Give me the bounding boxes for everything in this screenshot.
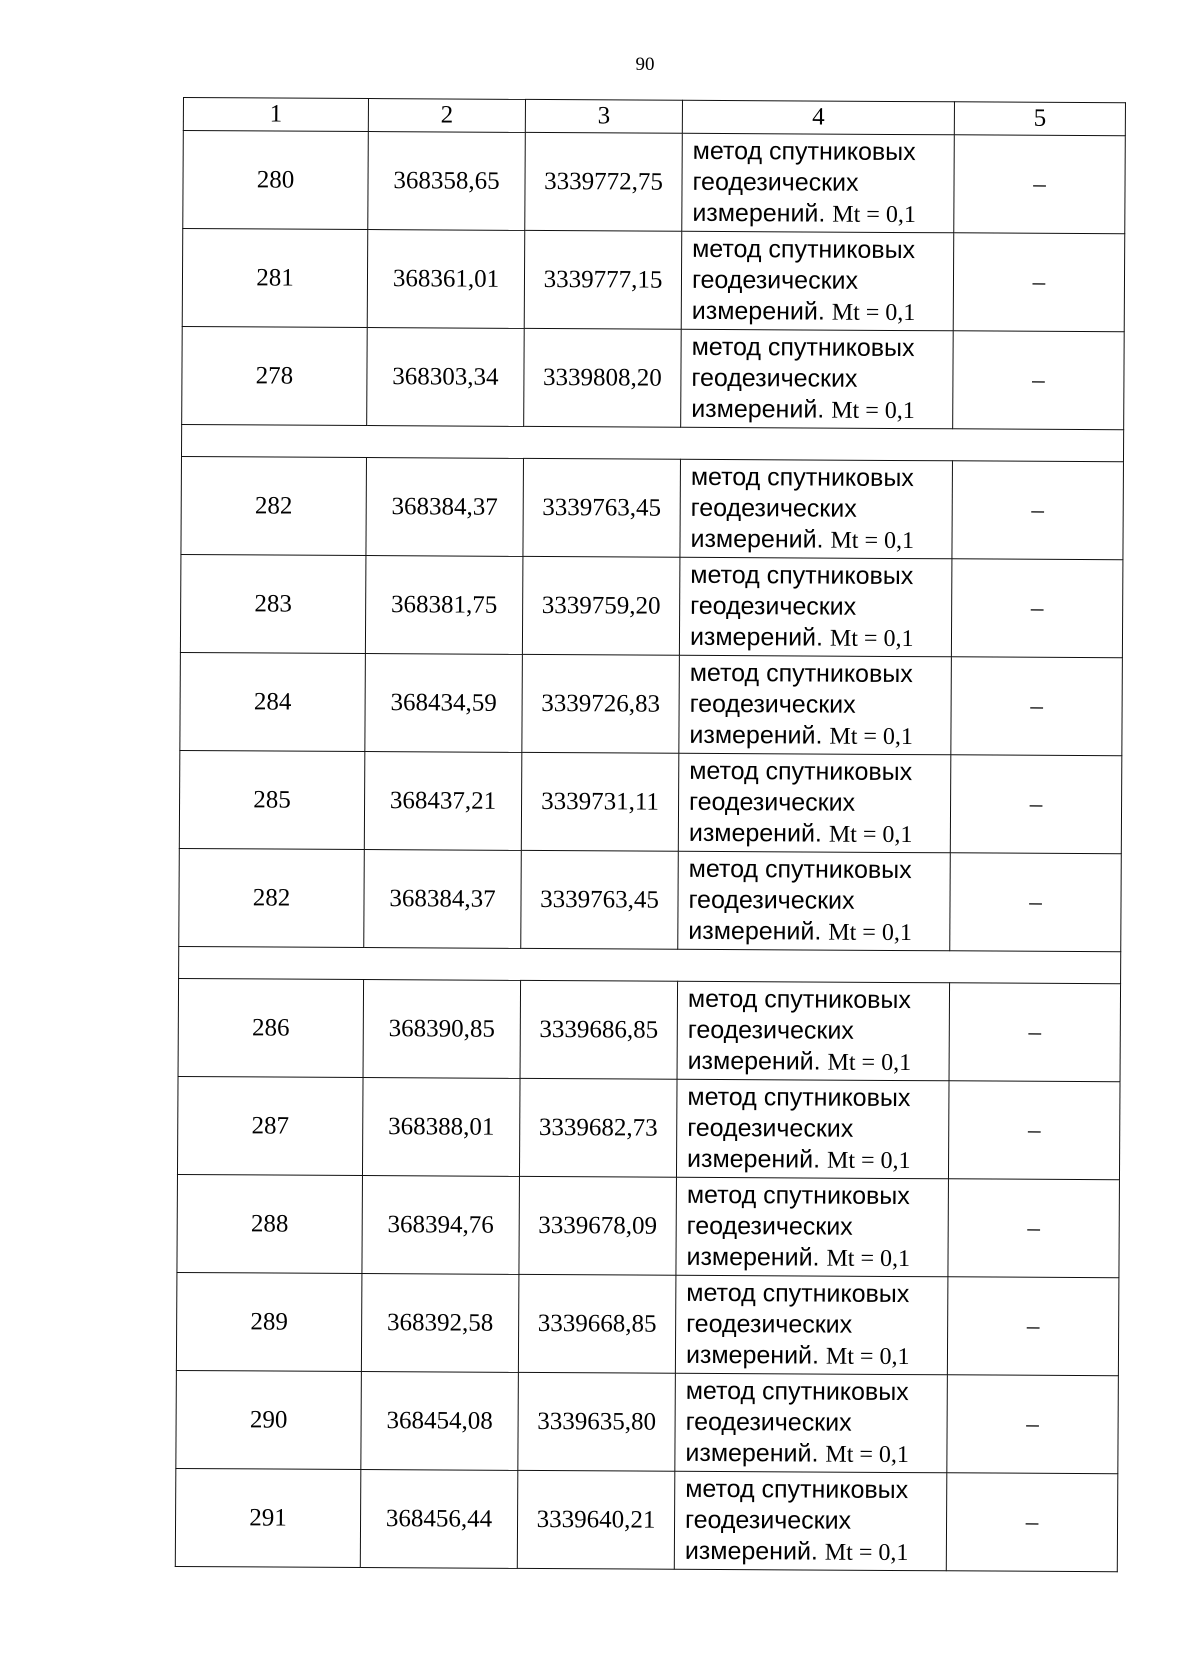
column-header-3: 3 bbox=[525, 99, 682, 133]
method-line-3 bbox=[688, 1045, 949, 1078]
group-separator-cell bbox=[181, 424, 1123, 461]
method-line-3 bbox=[685, 1535, 946, 1568]
point-number-cell: 282 bbox=[181, 456, 367, 555]
x-coordinate-cell: 368381,75 bbox=[365, 556, 523, 655]
method-line-1: метод спутниковых bbox=[691, 332, 915, 362]
method-line-3-prefix: измерений. bbox=[685, 1340, 827, 1370]
note-cell: – bbox=[953, 233, 1125, 332]
method-cell bbox=[679, 655, 952, 755]
note-cell: – bbox=[953, 331, 1125, 430]
point-number-cell: 283 bbox=[180, 554, 366, 653]
method-line-2: геодезических bbox=[685, 1407, 852, 1437]
coordinates-table bbox=[175, 97, 1126, 1572]
table-header-row bbox=[183, 98, 1125, 136]
method-line-3-prefix: измерений. bbox=[687, 1046, 828, 1076]
note-cell: – bbox=[946, 1473, 1118, 1572]
note-cell: – bbox=[950, 853, 1122, 952]
method-cell bbox=[676, 1177, 949, 1277]
x-coordinate-cell: 368454,08 bbox=[361, 1372, 519, 1471]
method-line-1: метод спутниковых bbox=[690, 560, 914, 590]
y-coordinate-cell: 3339640,21 bbox=[517, 1470, 675, 1569]
y-coordinate-cell: 3339726,83 bbox=[522, 654, 680, 753]
method-cell bbox=[675, 1373, 948, 1473]
method-line-3 bbox=[690, 621, 951, 654]
method-line-3-prefix: измерений. bbox=[684, 1536, 825, 1566]
column-header-4: 4 bbox=[682, 100, 954, 135]
table-row bbox=[181, 456, 1124, 559]
point-number-cell: 282 bbox=[179, 848, 365, 947]
accuracy-value: Mt = 0,1 bbox=[825, 1343, 910, 1370]
group-separator-row bbox=[181, 424, 1123, 461]
method-line-2: геодезических bbox=[686, 1309, 853, 1339]
method-line-2: геодезических bbox=[691, 265, 859, 295]
accuracy-value: Mt = 0,1 bbox=[829, 723, 914, 750]
x-coordinate-cell: 368384,37 bbox=[364, 850, 522, 949]
method-line-1: метод спутниковых bbox=[686, 1180, 910, 1210]
x-coordinate-cell: 368456,44 bbox=[360, 1470, 518, 1569]
accuracy-value: Mt = 0,1 bbox=[831, 299, 916, 326]
accuracy-value: Mt = 0,1 bbox=[827, 1049, 912, 1076]
method-line-2: геодезических bbox=[688, 787, 856, 817]
method-line-3 bbox=[691, 393, 952, 426]
table-row bbox=[182, 229, 1125, 332]
method-line-3 bbox=[687, 1143, 948, 1176]
method-line-2: геодезических bbox=[690, 591, 857, 621]
note-cell: – bbox=[947, 1375, 1119, 1474]
method-line-1: метод спутниковых bbox=[692, 136, 916, 166]
method-line-3 bbox=[685, 1437, 946, 1470]
y-coordinate-cell: 3339759,20 bbox=[522, 556, 680, 655]
x-coordinate-cell: 368434,59 bbox=[365, 654, 523, 753]
table-row bbox=[177, 1174, 1120, 1277]
x-coordinate-cell: 368384,37 bbox=[366, 458, 524, 557]
point-number-cell: 281 bbox=[182, 229, 368, 328]
method-line-3 bbox=[688, 915, 949, 948]
table-row bbox=[182, 326, 1125, 429]
method-line-2: геодезических bbox=[687, 1113, 854, 1143]
method-line-3 bbox=[692, 197, 953, 230]
y-coordinate-cell: 3339777,15 bbox=[524, 230, 682, 329]
accuracy-value: Mt = 0,1 bbox=[831, 397, 915, 424]
method-line-3-prefix: измерений. bbox=[692, 198, 833, 228]
page-number: 90 bbox=[635, 54, 655, 75]
method-line-3-prefix: измерений. bbox=[690, 524, 831, 554]
accuracy-value: Mt = 0,1 bbox=[828, 919, 912, 946]
y-coordinate-cell: 3339668,85 bbox=[518, 1274, 676, 1373]
accuracy-value: Mt = 0,1 bbox=[825, 1441, 910, 1468]
method-cell bbox=[681, 231, 954, 331]
method-cell bbox=[680, 459, 953, 559]
method-line-2: геодезических bbox=[684, 1505, 852, 1535]
method-line-1: метод спутниковых bbox=[687, 1082, 911, 1112]
point-number-cell: 290 bbox=[176, 1370, 362, 1469]
method-line-1: метод спутниковых bbox=[685, 1474, 909, 1504]
method-line-2: геодезических bbox=[692, 167, 859, 197]
method-line-2: геодезических bbox=[690, 493, 857, 523]
y-coordinate-cell: 3339686,85 bbox=[520, 980, 678, 1079]
method-cell bbox=[678, 851, 951, 951]
table-row bbox=[179, 750, 1122, 853]
method-line-3-prefix: измерений. bbox=[689, 720, 830, 750]
method-line-1: метод спутниковых bbox=[690, 462, 914, 492]
point-number-cell: 289 bbox=[176, 1272, 362, 1371]
method-cell bbox=[674, 1471, 947, 1571]
method-cell bbox=[679, 557, 952, 657]
method-cell bbox=[681, 329, 954, 429]
accuracy-value: Mt = 0,1 bbox=[826, 1245, 911, 1272]
point-number-cell: 278 bbox=[182, 326, 368, 425]
method-line-3 bbox=[690, 523, 951, 556]
method-line-1: метод спутниковых bbox=[686, 1278, 910, 1308]
column-header-2: 2 bbox=[368, 99, 525, 133]
method-cell bbox=[677, 981, 950, 1081]
point-number-cell: 288 bbox=[177, 1174, 363, 1273]
accuracy-value: Mt = 0,1 bbox=[828, 821, 913, 848]
note-cell: – bbox=[950, 755, 1122, 854]
method-line-3-prefix: измерений. bbox=[689, 622, 831, 652]
method-line-2: геодезических bbox=[688, 885, 855, 915]
method-cell bbox=[678, 753, 951, 853]
note-cell: – bbox=[949, 983, 1121, 1082]
method-line-1: метод спутниковых bbox=[687, 984, 912, 1014]
y-coordinate-cell: 3339731,11 bbox=[521, 752, 679, 851]
method-line-3 bbox=[692, 295, 953, 328]
y-coordinate-cell: 3339808,20 bbox=[524, 328, 682, 427]
method-cell bbox=[682, 133, 955, 233]
point-number-cell: 280 bbox=[183, 131, 369, 230]
table-row bbox=[179, 848, 1122, 951]
method-line-3-prefix: измерений. bbox=[687, 1144, 828, 1174]
x-coordinate-cell: 368358,65 bbox=[368, 132, 526, 231]
y-coordinate-cell: 3339635,80 bbox=[518, 1372, 676, 1471]
method-line-3-prefix: измерений. bbox=[686, 1242, 827, 1272]
note-cell: – bbox=[954, 135, 1126, 234]
point-number-cell: 291 bbox=[175, 1468, 361, 1567]
x-coordinate-cell: 368437,21 bbox=[364, 752, 522, 851]
x-coordinate-cell: 368388,01 bbox=[362, 1078, 520, 1177]
accuracy-value: Mt = 0,1 bbox=[832, 201, 916, 228]
note-cell: – bbox=[947, 1277, 1119, 1376]
point-number-cell: 286 bbox=[178, 978, 364, 1077]
method-line-3 bbox=[689, 719, 950, 752]
accuracy-value: Mt = 0,1 bbox=[830, 527, 915, 554]
table-row bbox=[183, 131, 1126, 234]
note-cell: – bbox=[948, 1081, 1120, 1180]
x-coordinate-cell: 368394,76 bbox=[362, 1176, 520, 1275]
method-line-2: геодезических bbox=[689, 689, 856, 719]
method-line-2: геодезических bbox=[687, 1015, 854, 1045]
table-row bbox=[175, 1468, 1118, 1571]
table-row bbox=[176, 1272, 1119, 1375]
method-line-3 bbox=[689, 817, 950, 850]
method-line-1: метод спутниковых bbox=[688, 854, 912, 884]
method-cell bbox=[675, 1275, 948, 1375]
y-coordinate-cell: 3339763,45 bbox=[523, 458, 681, 557]
x-coordinate-cell: 368361,01 bbox=[367, 230, 525, 329]
accuracy-value: Mt = 0,1 bbox=[826, 1147, 911, 1174]
note-cell: – bbox=[948, 1179, 1120, 1278]
point-number-cell: 285 bbox=[179, 750, 365, 849]
method-line-3 bbox=[686, 1241, 947, 1274]
table-row bbox=[180, 554, 1123, 657]
accuracy-value: Mt = 0,1 bbox=[829, 625, 914, 652]
method-line-3-prefix: измерений. bbox=[691, 394, 832, 424]
method-cell bbox=[676, 1079, 949, 1179]
group-separator-row bbox=[179, 946, 1121, 983]
note-cell: – bbox=[951, 559, 1123, 658]
table-row bbox=[180, 652, 1123, 755]
x-coordinate-cell: 368392,58 bbox=[361, 1274, 519, 1373]
x-coordinate-cell: 368390,85 bbox=[363, 980, 521, 1079]
x-coordinate-cell: 368303,34 bbox=[367, 328, 525, 427]
method-line-3-prefix: измерений. bbox=[688, 818, 829, 848]
column-header-5: 5 bbox=[954, 102, 1125, 136]
table-row bbox=[177, 1076, 1120, 1179]
point-number-cell: 287 bbox=[177, 1076, 363, 1175]
table-row bbox=[176, 1370, 1119, 1473]
y-coordinate-cell: 3339678,09 bbox=[519, 1176, 677, 1275]
method-line-3-prefix: измерений. bbox=[688, 916, 829, 946]
method-line-2: геодезических bbox=[686, 1211, 853, 1241]
method-line-3-prefix: измерений. bbox=[691, 296, 832, 326]
method-line-1: метод спутниковых bbox=[689, 756, 913, 786]
note-cell: – bbox=[951, 657, 1123, 756]
method-line-1: метод спутниковых bbox=[685, 1376, 909, 1406]
method-line-3-prefix: измерений. bbox=[685, 1438, 826, 1468]
column-header-1: 1 bbox=[183, 98, 368, 132]
method-line-2: геодезических bbox=[691, 363, 858, 393]
method-line-3 bbox=[686, 1339, 947, 1372]
point-number-cell: 284 bbox=[180, 652, 366, 751]
method-line-1: метод спутниковых bbox=[689, 658, 913, 688]
note-cell: – bbox=[952, 461, 1124, 560]
y-coordinate-cell: 3339682,73 bbox=[519, 1078, 677, 1177]
group-separator-cell bbox=[179, 946, 1121, 983]
y-coordinate-cell: 3339763,45 bbox=[521, 850, 679, 949]
y-coordinate-cell: 3339772,75 bbox=[525, 132, 683, 231]
table-row bbox=[178, 978, 1121, 1081]
table-body bbox=[175, 131, 1125, 1572]
accuracy-value: Mt = 0,1 bbox=[824, 1539, 909, 1566]
method-line-1: метод спутниковых bbox=[692, 234, 916, 264]
